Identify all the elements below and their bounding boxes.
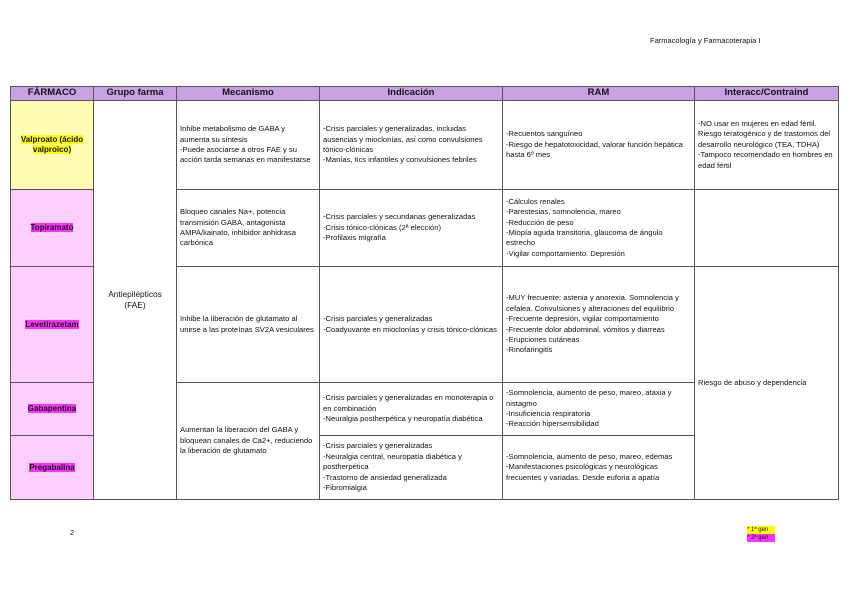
- course-header: Farmacología y Farmacoterapia I: [650, 36, 761, 45]
- drug-valproato: [11, 101, 94, 190]
- legend-gen2: * 2ª gen: [747, 534, 775, 542]
- drug-table: [10, 86, 839, 500]
- col-interacc: Interacc/Contraind: [695, 87, 839, 101]
- legend-gen1: * 1ª gen: [747, 526, 775, 534]
- indicacion-topiramato: -Crisis parciales y secundarias generalizadas -Crisis tónico-clónicas (2ª elección) -Profilaxis migraña: [320, 190, 503, 267]
- interacc-abuso: Riesgo de abuso y dependencia: [695, 267, 839, 500]
- page-number: 2: [70, 528, 75, 537]
- mecanismo-topiramato: Bloqueo canales Na+, potencia transmisión GABA, antagonista AMPA/kainato, inhibidor anhidrasa carbónica: [177, 190, 320, 267]
- indicacion-valproato: -Crisis parciales y generalizadas, incluidas ausencias y mioclonías, así como convulsiones tónico-clónicas -Manías, tics infantiles y convulsiones febriles: [320, 101, 503, 190]
- mecanismo-levetiracetam: Inhibe la liberación de glutamato al unirse a las proteínas SV2A vesiculares: [177, 267, 320, 383]
- drug-pregabalina: [11, 436, 94, 500]
- indicacion-gabapentina: -Crisis parciales y generalizadas en monoterapia o en combinación -Neuralgia postherpética y neuropatía diabética: [320, 383, 503, 436]
- ram-valproato: -Recuentos sanguíneo -Riesgo de hepatotoxicidad, valorar función hepática hasta 6º mes: [503, 101, 695, 190]
- indicacion-pregabalina: -Crisis parciales y generalizadas -Neuralgia central, neuropatía diabética y postherpética -Trastorno de ansiedad generalizada -Fibromialgia: [320, 436, 503, 500]
- drug-name: Pregabalina: [29, 462, 75, 472]
- mecanismo-valproato: Inhibe metabolismo de GABA y aumenta su síntesis -Puede asociarse a otros FAE y su acción tarda semanas en manifestarse: [177, 101, 320, 190]
- ram-levetiracetam: -MUY frecuente: astenia y anorexia. Somnolencia y cefalea. Convulsiones y alteraciones del equilibrio -Frecuente depresión, vigilar comportamiento -Frecuente dolor abdominal, vómitos y diarreas -Erupciones cutáneas -Rinofaringitis: [503, 267, 695, 383]
- drug-name: Valproato (ácido valproico): [20, 135, 84, 154]
- generation-legend: [747, 526, 775, 542]
- group-cell: Antiepilépticos (FAE): [94, 101, 177, 500]
- col-ram: RAM: [503, 87, 695, 101]
- interacc-valproato: -NO usar en mujeres en edad fértil. Riesgo teratogénico y de trastornos del desarrollo neurológico (TEA, TDHA) -Tampoco recomendado en hombres en edad fértil: [695, 101, 839, 190]
- drug-levetiracetam: [11, 267, 94, 383]
- table-row: [11, 101, 839, 190]
- drug-name: Gabapentina: [27, 404, 77, 413]
- table-header-row: [11, 87, 839, 101]
- col-mecanismo: Mecanismo: [177, 87, 320, 101]
- ram-gabapentina: -Somnolencia, aumento de peso, mareo, ataxia y nistagmo -Insuficiencia respiratoria -Reacción hipersensibilidad: [503, 383, 695, 436]
- drug-name: Topiramato: [30, 223, 74, 232]
- mecanismo-gaba-prega: Aumentan la liberación del GABA y bloquean canales de Ca2+, reduciendo la liberación de glutamato: [177, 383, 320, 500]
- ram-pregabalina: -Somnolencia, aumento de peso, mareo, edemas -Manifestaciones psicológicas y neurológicas frecuentes y variadas. Desde euforia a apatía: [503, 436, 695, 500]
- col-indicacion: Indicación: [320, 87, 503, 101]
- indicacion-levetiracetam: -Crisis parciales y generalizadas -Coadyuvante en mioclonías y crisis tónico-clónicas: [320, 267, 503, 383]
- drug-name: Levetirazetam: [25, 319, 79, 329]
- drug-gabapentina: [11, 383, 94, 436]
- drug-topiramato: [11, 190, 94, 267]
- col-farmaco: FÁRMACO: [11, 87, 94, 101]
- col-grupo: Grupo farma: [94, 87, 177, 101]
- ram-topiramato: -Cálculos renales -Parestesias, somnolencia, mareo -Reducción de peso -Miopía aguda transitoria, glaucoma de ángulo estrecho -Vigilar comportamiento. Depresión: [503, 190, 695, 267]
- interacc-topiramato: [695, 190, 839, 267]
